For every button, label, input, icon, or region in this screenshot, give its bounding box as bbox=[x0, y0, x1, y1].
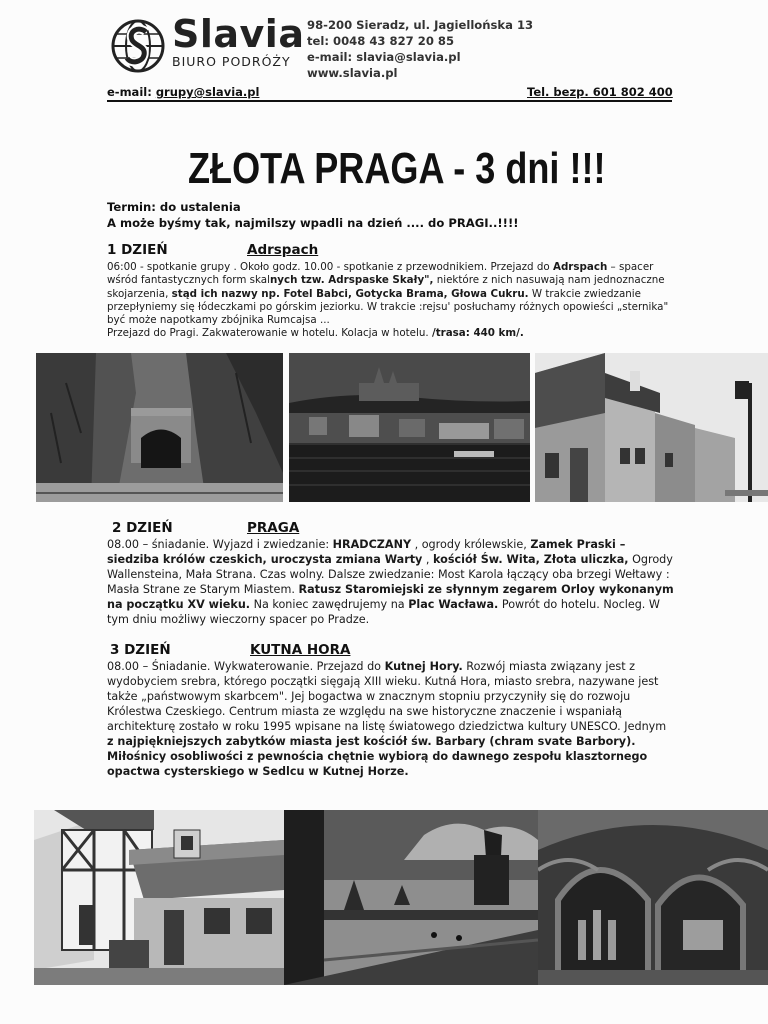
day1-label: 1 DZIEŃ bbox=[107, 242, 168, 258]
day1-text-bold: nych tzw. Adrspaske Skały", bbox=[269, 274, 434, 287]
day3-text-bold: z najpiękniejszych zabytków miasta jest kościół św. Barbary (chram svate Barbory). Miłośnicy osobliwości z pewnościa chętnie wybiorą do dawnego zespołu klasztornego opactwa cysterskiego w Sedlcu w Kutnej Horze. bbox=[107, 735, 648, 778]
day1-route-length: /trasa: 440 km/. bbox=[431, 327, 524, 340]
day3-heading bbox=[110, 642, 351, 658]
day1-place: Adrspach bbox=[247, 242, 319, 258]
termin-line: Termin: do ustalenia bbox=[107, 200, 241, 214]
photo-prague-castle-river bbox=[289, 353, 530, 502]
groups-email-line bbox=[107, 85, 259, 99]
photo-prague-street bbox=[535, 353, 768, 502]
photo-ossuary-sedlec bbox=[538, 810, 768, 985]
day1-text: W trakcie zwiedzanie przepłyniemy się łódeczkami po górskim jeziorku. W trakcie :rejsu' posłuchamy różnych opowieści „sternika" być może napotkamy zbójnika Rumcajsa ... bbox=[107, 287, 669, 327]
day1-text: niektóre z nich nasuwają nam jednoznaczne skojarzenia, bbox=[107, 274, 665, 300]
day2-text: , ogrody królewskie, bbox=[411, 538, 531, 551]
day1-text: Przejazd do Pragi. Zakwaterowanie w hotelu. Kolacja w hotelu. bbox=[107, 327, 432, 340]
website: www.slavia.pl bbox=[307, 66, 398, 80]
day2-description bbox=[107, 537, 674, 627]
day1-text: – spacer wśród fantastycznych form skal bbox=[107, 261, 654, 287]
intro-block bbox=[107, 199, 519, 231]
day1-description bbox=[107, 261, 672, 341]
day2-text-bold: Zamek Praski – siedziba królów czeskich, uroczysta zmiana Warty bbox=[107, 538, 626, 566]
day2-heading bbox=[112, 520, 300, 536]
day2-text: Powrót do hotelu. Nocleg. W tym dniu możliwy wieczorny spacer po Pradze. bbox=[107, 598, 660, 626]
day1-text-bold: stąd ich nazwy np. Fotel Babci, Gotycka Brama, Głowa Cukru. bbox=[171, 287, 529, 300]
brand-name: Slavia bbox=[172, 12, 305, 56]
day3-text: 08.00 – Śniadanie. Wykwaterowanie. Przejazd do bbox=[107, 660, 385, 673]
photo-charles-bridge bbox=[284, 810, 538, 985]
day2-label: 2 DZIEŃ bbox=[112, 520, 173, 536]
day3-description bbox=[107, 659, 674, 779]
tagline: A może byśmy tak, najmilszy wpadli na dzień .... do PRAGI..!!!! bbox=[107, 216, 519, 230]
day3-label: 3 DZIEŃ bbox=[110, 642, 171, 658]
free-phone: Tel. bezp. 601 802 400 bbox=[527, 85, 673, 99]
day2-text: Ogrody Wallensteina, Mała Strana. Czas wolny. Dalsze zwiedzanie: Most Karola łączący oba brzegi Wełtawy : Masła Strane ze Starym Miastem. bbox=[107, 553, 673, 596]
day3-text: Rozwój miasta związany jest z wydobyciem srebra, którego początki sięgają XIII wieku. Kutná Hora, miasto srebra, nazywane jest także „państwowym skarbcem". Jej bogactwa w znacznym stopniu przyczyniły się do rozwoju Królestwa Czeskiego. Centrum miasta ze względu na swe historyczne znaczenie i wspaniałą architekturę zostało w roku 1995 wpisane na listę światowego dziedzictwa kultury UNESCO. Jednym bbox=[107, 660, 667, 733]
page-title: ZŁOTA PRAGA - 3 dni !!! bbox=[188, 144, 606, 193]
day2-text-bold: Ratusz Staromiejski ze słynnym zegarem Orloy wykonanym na początku XV wieku. bbox=[107, 583, 674, 611]
day1-text-bold: Adrspach bbox=[552, 261, 608, 273]
day1-text: 06:00 - spotkanie grupy . Około godz. 10.00 - spotkanie z przewodnikiem. Przejazd do bbox=[107, 261, 553, 273]
day2-text: 08.00 – śniadanie. Wyjazd i zwiedzanie: bbox=[107, 538, 333, 551]
photo-adrspach-rocks bbox=[36, 353, 283, 502]
address: 98-200 Sieradz, ul. Jagiellońska 13 bbox=[307, 18, 534, 32]
contact-block bbox=[307, 17, 533, 81]
day3-place: KUTNA HORA bbox=[250, 642, 351, 658]
day1-heading bbox=[107, 242, 319, 258]
phone: tel: 0048 43 827 20 85 bbox=[307, 34, 455, 48]
header-divider bbox=[107, 100, 672, 102]
slavia-globe-logo bbox=[110, 18, 166, 74]
day2-text-bold: Plac Wacława. bbox=[408, 598, 499, 611]
day2-text-bold: HRADCZANY bbox=[332, 538, 412, 551]
day2-text-bold: kościół Św. Wita, Złota uliczka, bbox=[433, 553, 629, 566]
day3-text-bold: Kutnej Hory. bbox=[384, 660, 463, 673]
day2-place: PRAGA bbox=[247, 520, 300, 536]
email-main: e-mail: slavia@slavia.pl bbox=[307, 50, 461, 64]
groups-email-link[interactable]: grupy@slavia.pl bbox=[155, 85, 260, 99]
day2-text: Na koniec zawędrujemy na bbox=[250, 598, 409, 611]
groups-email-label: e-mail: bbox=[107, 85, 152, 99]
photo-golden-lane-houses bbox=[34, 810, 284, 985]
brand-subtitle: BIURO PODRÓŻY bbox=[172, 54, 291, 69]
day2-text: , bbox=[422, 553, 434, 566]
